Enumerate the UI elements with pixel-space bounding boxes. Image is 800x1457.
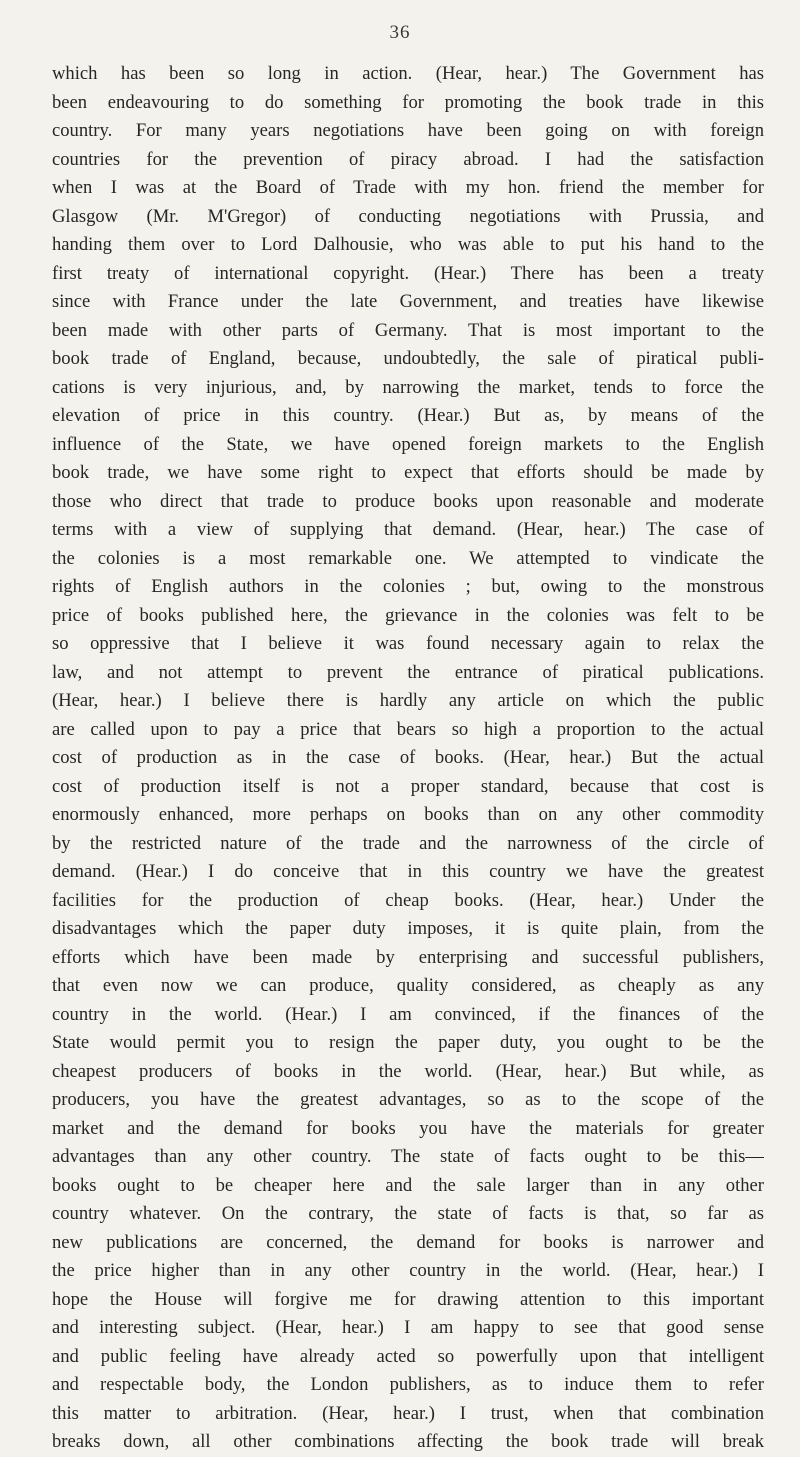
text-line: country whatever. On the contrary, the state of facts is that, so far as	[52, 1203, 764, 1224]
text-line: which has been so long in action. (Hear, hear.) The Government has	[52, 63, 764, 84]
text-line: since with France under the late Government, and treaties have likewise	[52, 291, 764, 312]
text-line: first treaty of international copyright. (Hear.) There has been a treaty	[52, 262, 764, 284]
text-line: books ought to be cheaper here and the sale larger than in any other	[52, 1174, 764, 1196]
text-line: hope the House will forgive me for drawing attention to this important	[52, 1288, 764, 1310]
text-line: facilities for the production of cheap books. (Hear, hear.) Under the	[52, 889, 764, 911]
text-line: producers, you have the greatest advantages, so as to the scope of the	[52, 1089, 764, 1110]
text-line: that even now we can produce, quality considered, as cheaply as any	[52, 975, 764, 996]
text-line: law, and not attempt to prevent the entrance of piratical publications.	[52, 661, 764, 683]
text-line: book trade, we have some right to expect that efforts should be made by	[52, 462, 764, 483]
text-line: price of books published here, the grievance in the colonies was felt to be	[52, 604, 764, 626]
text-line: countries for the prevention of piracy abroad. I had the satisfaction	[52, 148, 764, 170]
text-line: cations is very injurious, and, by narrowing the market, tends to force the	[52, 376, 764, 398]
text-line: and respectable body, the London publishers, as to induce them to refer	[52, 1374, 764, 1395]
text-line: new publications are concerned, the demand for books is narrower and	[52, 1231, 764, 1253]
text-line: handing them over to Lord Dalhousie, who was able to put his hand to the	[52, 234, 764, 255]
text-line: demand. (Hear.) I do conceive that in this country we have the greatest	[52, 861, 764, 882]
text-line: been endeavouring to do something for promoting the book trade in this	[52, 91, 764, 113]
text-line: country. For many years negotiations have been going on with foreign	[52, 120, 764, 141]
text-line: are called upon to pay a price that bears so high a proportion to the actual	[52, 718, 764, 740]
text-line: this matter to arbitration. (Hear, hear.) I trust, when that combination	[52, 1402, 764, 1424]
text-line: Glasgow (Mr. M'Gregor) of conducting negotiations with Prussia, and	[52, 205, 764, 227]
text-line: efforts which have been made by enterprising and successful publishers,	[52, 946, 764, 968]
page-number: 36	[389, 22, 411, 43]
text-line: influence of the State, we have opened foreign markets to the English	[52, 433, 764, 455]
text-line: advantages than any other country. The state of facts ought to be this—	[52, 1146, 764, 1167]
text-line: book trade of England, because, undoubtedly, the sale of piratical publi-	[52, 348, 764, 369]
text-line: country in the world. (Hear.) I am convinced, if the finances of the	[52, 1003, 764, 1025]
text-line: been made with other parts of Germany. That is most important to the	[52, 319, 764, 341]
text-line: disadvantages which the paper duty imposes, it is quite plain, from the	[52, 918, 764, 939]
text-line: enormously enhanced, more perhaps on books than on any other commodity	[52, 804, 764, 825]
text-line: and public feeling have already acted so powerfully upon that intelligent	[52, 1345, 764, 1367]
text-line: the colonies is a most remarkable one. We attempted to vindicate the	[52, 547, 764, 569]
text-line: cost of production itself is not a proper standard, because that cost is	[52, 775, 764, 797]
text-line: breaks down, all other combinations affecting the book trade will break	[52, 1431, 764, 1452]
text-line: when I was at the Board of Trade with my hon. friend the member for	[52, 177, 764, 198]
text-line: State would permit you to resign the paper duty, you ought to be the	[52, 1032, 764, 1053]
text-line: cost of production as in the case of books. (Hear, hear.) But the actual	[52, 747, 764, 768]
text-line: terms with a view of supplying that demand. (Hear, hear.) The case of	[52, 519, 764, 540]
text-line: so oppressive that I believe it was found necessary again to relax the	[52, 633, 764, 654]
text-line: elevation of price in this country. (Hear.) But as, by means of the	[52, 405, 764, 426]
text-line: (Hear, hear.) I believe there is hardly any article on which the public	[52, 690, 764, 711]
text-line: rights of English authors in the colonies ; but, owing to the monstrous	[52, 576, 764, 597]
text-line: cheapest producers of books in the world. (Hear, hear.) But while, as	[52, 1060, 764, 1082]
text-line: and interesting subject. (Hear, hear.) I am happy to see that good sense	[52, 1317, 764, 1338]
text-line: the price higher than in any other country in the world. (Hear, hear.) I	[52, 1260, 764, 1281]
text-line: those who direct that trade to produce books upon reasonable and moderate	[52, 490, 764, 512]
text-line: by the restricted nature of the trade and the narrowness of the circle of	[52, 832, 764, 854]
body-text	[52, 60, 764, 1457]
text-line: market and the demand for books you have the materials for greater	[52, 1117, 764, 1139]
